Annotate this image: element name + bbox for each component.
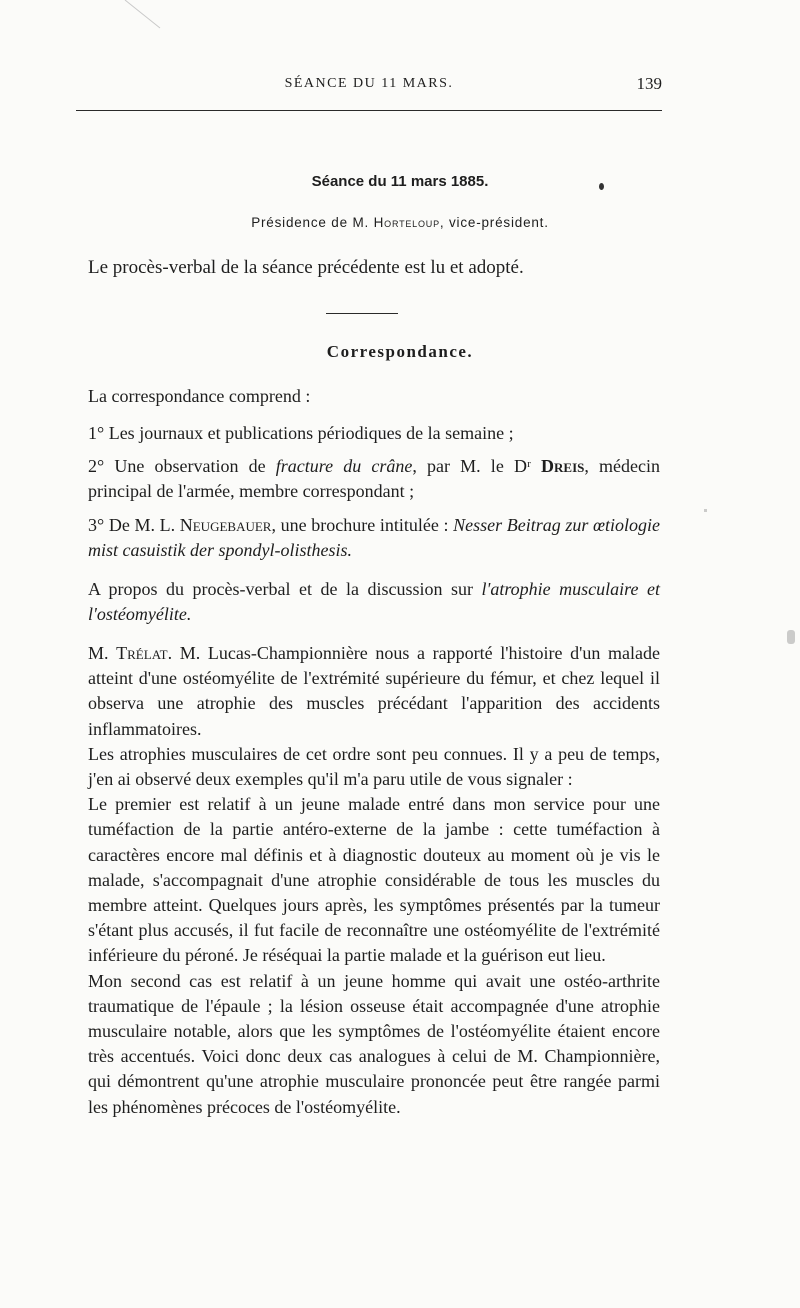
item3-text-a: 3° De M. L. [88, 514, 180, 535]
session-title: Séance du 11 mars 1885. [311, 173, 489, 190]
page-number: 139 [636, 74, 662, 93]
scan-mark [120, 0, 180, 40]
item2-text-c: , médecin principal de l'armée, membre correspondant ; [88, 456, 660, 502]
item2-text-b: , par M. le Dʳ [412, 456, 542, 477]
minutes-text: Le procès-verbal de la séance précédente est lu et adopté. [88, 257, 524, 278]
correspondence-intro [88, 384, 660, 409]
discussion-intro [88, 577, 660, 627]
president-name: Horteloup [373, 215, 440, 230]
correspondence-intro-text: La correspondance comprend : [88, 386, 311, 406]
paragraph-4: Mon second cas est relatif à un jeune homme qui avait une ostéo-arthrite traumatique de l'épaule ; la lésion osseuse était accompagnée d'une atrophie musculaire notable, alors que les symptômes de l'ostéomyélite étaient encore très accentués. Voici donc deux cas analogues à celui de M. Championnière, qui démontrent qu'une atrophie musculaire prononcée peut être rangée parmi les phénomènes précoces de l'ostéomyélite. [88, 970, 660, 1117]
paragraph-1-text: M. Lucas-Championnière nous a rapporté l'histoire d'un malade atteint d'une ostéomyélite de l'extrémité supérieure du fémur, et chez lequel il observa une atrophie des muscles précédant l'apparition des accidents inflammatoires. [88, 643, 660, 739]
speaker-name: Trélat. [116, 643, 173, 663]
header-rule [76, 110, 662, 111]
presidency-suffix: , vice-président. [439, 215, 549, 230]
item3-title: Nesser Beitrag zur œtiologie mist casuistik der spondyl-olisthesis. [88, 514, 660, 560]
correspondence-item-3 [88, 513, 660, 563]
presidency-line [0, 215, 800, 230]
paper-speck [787, 630, 795, 644]
presidency-prefix: Présidence de M. [251, 215, 374, 230]
running-head [76, 76, 662, 100]
item2-text-a: 2° Une observation de [88, 456, 276, 477]
running-title: SÉANCE DU 11 MARS. [284, 76, 454, 91]
paper-speck-small [704, 509, 707, 512]
minutes-paragraph [88, 255, 608, 280]
correspondence-list [88, 421, 660, 563]
section-rule [326, 313, 398, 314]
paragraph-1 [88, 641, 660, 742]
item2-title: fracture du crâne [275, 456, 413, 477]
paragraph-3: Le premier est relatif à un jeune malade entré dans mon service pour une tuméfaction de la partie antéro-externe de la jambe : cette tuméfaction à caractères encore mal définis et à diagnostic douteux au moment où je vis le malade, s'accompagnait d'une atrophie considérable de tous les muscles du membre atteint. Quelques jours après, les symptômes présentés par la tumeur s'étant plus accusés, il fut facile de reconnaître une ostéomyélite de l'extrémité inférieure du péroné. Je réséquai la partie malade et la guérison eut lieu. [88, 794, 660, 966]
item3-text-b: , une brochure intitulée : [271, 514, 454, 535]
paragraph-2: Les atrophies musculaires de cet ordre sont peu connues. Il y a peu de temps, j'en ai observé deux exemples qu'il m'a paru utile de vous signaler : [88, 743, 660, 790]
item3-author: Neugebauer [179, 514, 272, 535]
discussion-intro-text [88, 577, 660, 627]
correspondence-item-1: 1° Les journaux et publications périodiques de la semaine ; [88, 423, 514, 443]
correspondence-item-2 [88, 454, 660, 504]
discussion-body [88, 641, 660, 1120]
item2-author: Dreis [541, 456, 585, 477]
speaker-prefix: M. [88, 643, 117, 663]
ink-dot [599, 183, 604, 190]
correspondence-heading: Correspondance. [326, 342, 474, 361]
discussion-intro-a: A propos du procès-verbal et de la discussion sur [88, 579, 482, 599]
discussion-topic: l'atrophie musculaire et l'ostéomyélite. [88, 579, 660, 625]
